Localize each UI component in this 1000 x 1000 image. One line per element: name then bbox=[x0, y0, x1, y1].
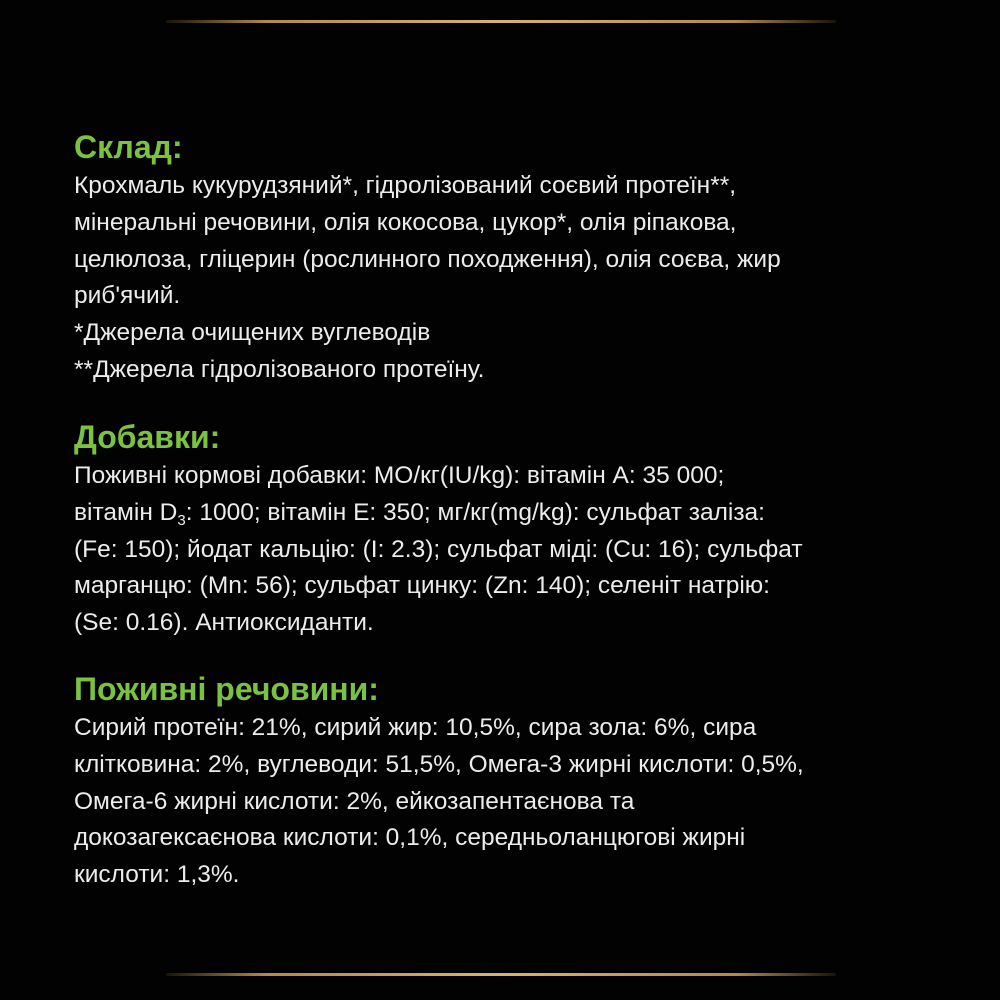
footnote-carbohydrates: *Джерела очищених вуглеводів bbox=[74, 319, 431, 347]
nutrients-section bbox=[74, 670, 934, 894]
nutrients-heading: Поживні речовини: bbox=[74, 671, 379, 707]
composition-heading: Склад: bbox=[74, 129, 183, 165]
additives-line: (Fe: 150); йодат кальцію: (I: 2.3); сульфат міді: (Cu: 16); сульфат bbox=[74, 535, 803, 563]
composition-line: мінеральні речовини, олія кокосова, цукор*, олія ріпакова, bbox=[74, 208, 737, 236]
footnote-protein: **Джерела гідролізованого протеїну. bbox=[74, 355, 485, 383]
vitamin-d-subscript: 3 bbox=[177, 511, 186, 529]
additives-heading: Добавки: bbox=[74, 419, 221, 455]
composition-line: риб'ячий. bbox=[74, 282, 181, 310]
top-divider bbox=[166, 20, 836, 23]
nutrients-line: Омега-6 жирні кислоти: 2%, ейкозапентаєнова та bbox=[74, 787, 635, 815]
nutrients-line: докозагексаєнова кислоти: 0,1%, середньоланцюгові жирні bbox=[74, 824, 746, 852]
vitamin-d-label: вітамін D bbox=[74, 498, 178, 526]
nutrients-line: Сирий протеїн: 21%, сирий жир: 10,5%, сира зола: 6%, сира bbox=[74, 714, 757, 741]
nutrients-line: клітковина: 2%, вуглеводи: 51,5%, Омега-3 жирні кислоти: 0,5%, bbox=[74, 750, 804, 778]
additives-line-rest: : 1000; вітамін Е: 350; мг/кг(mg/kg): сульфат заліза: bbox=[185, 498, 765, 526]
additives-section bbox=[74, 418, 934, 642]
bottom-divider bbox=[166, 973, 836, 976]
additives-line: марганцю: (Mn: 56); сульфат цинку: (Zn: 140); селеніт натрію: bbox=[74, 572, 770, 600]
additives-line bbox=[74, 495, 934, 532]
additives-text bbox=[74, 458, 934, 642]
composition-text bbox=[74, 168, 934, 389]
nutrients-line: кислоти: 1,3%. bbox=[74, 861, 240, 889]
composition-line: целюлоза, гліцерин (рослинного походження), олія соєва, жир bbox=[74, 245, 781, 273]
composition-line: Крохмаль кукурудзяний*, гідролізований соєвий протеїн**, bbox=[74, 172, 737, 199]
additives-line: Поживні кормові добавки: МО/кг(IU/kg): вітамін А: 35 000; bbox=[74, 462, 725, 489]
additives-line: (Se: 0.16). Антиоксиданти. bbox=[74, 609, 374, 637]
composition-section bbox=[74, 128, 934, 389]
nutrients-text bbox=[74, 710, 934, 894]
